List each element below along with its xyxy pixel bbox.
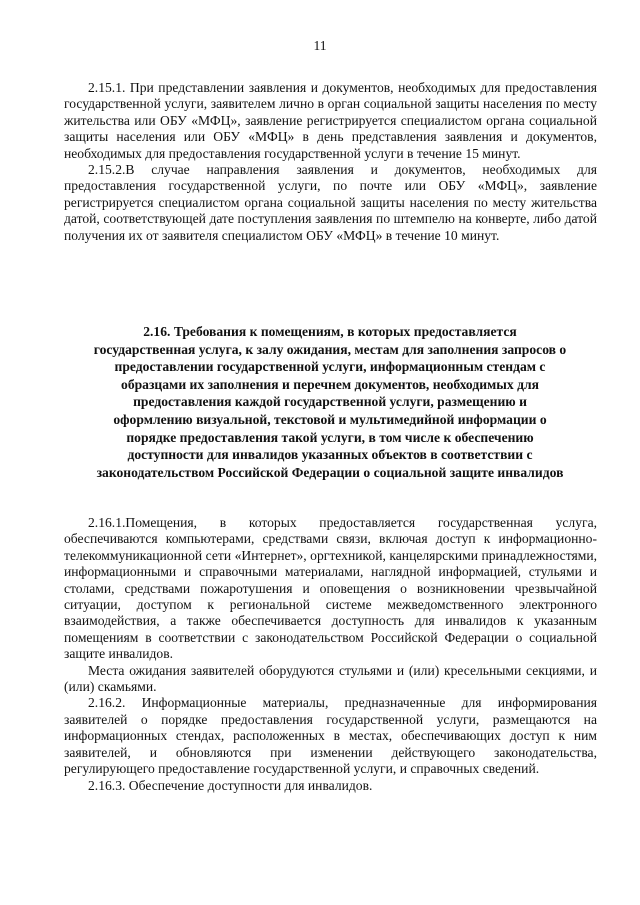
paragraph-2-16-2: 2.16.2. Информационные материалы, предназначенные для информирования заявителей о порядке предоставления государственной услуги, размещаются на информационных стендах, расположенных в местах, обеспечивающих доступ к ним заявителей, и обновляются при изменении действующего законодательства, регулирующего предоставление государственной услуги, и справочных сведений. [64,695,597,777]
paragraph-2-15-1: 2.15.1. При представлении заявления и документов, необходимых для предоставления государственной услуги, заявителем лично в орган социальной защиты населения по месту жительства или ОБУ «МФЦ», заявление регистрируется специалистом органа социальной защиты населения или ОБУ «МФЦ» в день представления заявления и документов, необходимых для предоставления государственной услуги в течение 15 минут. [64,80,597,161]
heading-line: порядке предоставления такой услуги, в том числе к обеспечению [126,429,534,445]
heading-line: 2.16. Требования к помещениям, в которых предоставляется [143,324,517,339]
heading-line: предоставлении государственной услуги, информационным стендам с [114,359,546,375]
page-number: 11 [313,38,327,53]
section-2-16-text [64,515,597,794]
heading-line: законодательством Российской Федерации о социальной защите инвалидов [96,464,564,480]
section-2-16-heading [60,323,600,481]
heading-line: государственная услуга, к залу ожидания, местам для заполнения запросов о [93,341,567,357]
paragraph-2-15-2: 2.15.2.В случае направления заявления и документов, необходимых для предоставления государственной услуги, по почте или ОБУ «МФЦ», заявление регистрируется специалистом органа социальной защиты населения по месту жительства датой, соответствующей дате поступления заявления по штемпелю на конверте, либо датой получения их от заявителя специалистом ОБУ «МФЦ» в течение 10 минут. [64,162,597,243]
paragraph-2-16-3: 2.16.3. Обеспечение доступности для инвалидов. [88,777,373,793]
paragraph-waiting-areas: Места ожидания заявителей оборудуются стульями и (или) кресельными секциями, и (или) скамьями. [64,662,597,695]
heading-line: доступности для инвалидов указанных объектов в соответствии с [127,447,533,463]
paragraph-2-16-1: 2.16.1.Помещения, в которых предоставляется государственная услуга, обеспечиваются компьютерами, средствами связи, включая доступ к информационно-телекоммуникационной сети «Интернет», оргтехникой, канцелярскими принадлежностями, информационными и справочными материалами, наглядной информацией, стульями и столами, средствами пожаротушения и оповещения о возникновении чрезвычайной ситуации, доступом к региональной системе межведомственного электронного взаимодействия, а также обеспечивается доступность для инвалидов к указанным помещениям в соответствии с законодательством Российской Федерации о социальной защите инвалидов. [64,515,597,662]
section-2-15-text [64,80,597,244]
heading-line: предоставления каждой государственной услуги, размещению и [133,394,527,410]
heading-line: оформлению визуальной, текстовой и мультимедийной информации о [113,411,547,427]
heading-line: образцами их заполнения и перечнем документов, необходимых для [121,376,539,392]
